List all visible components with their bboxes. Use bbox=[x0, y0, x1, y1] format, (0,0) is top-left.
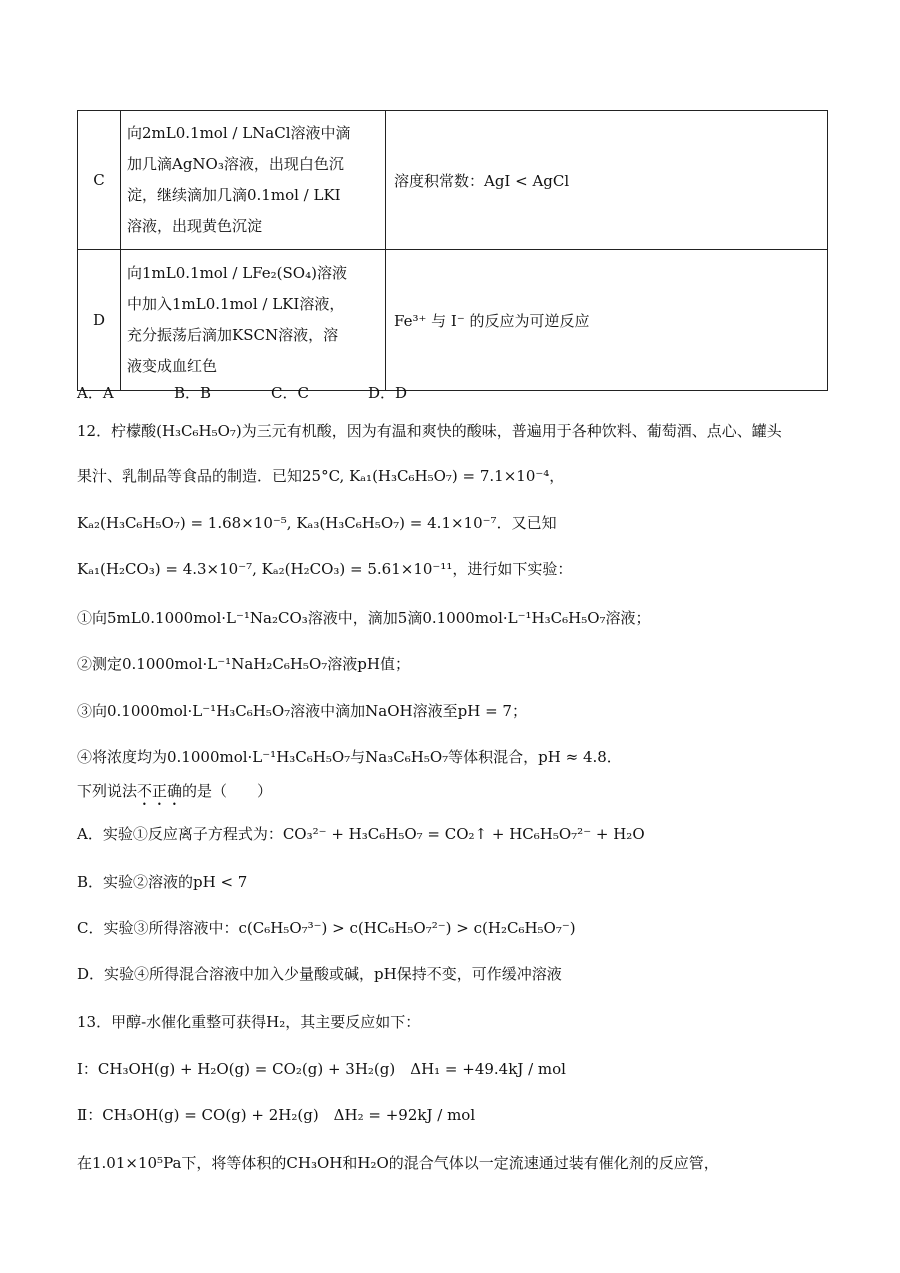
procedure-line: 淀，继续滴加几滴0.1mol / LKI bbox=[127, 186, 341, 204]
q12-experiment-4: ④将浓度均为0.1000mol·L⁻¹H₃C₆H₅O₇与Na₃C₆H₅O₇等体积混合，pH ≈ 4.8． bbox=[77, 748, 622, 766]
option-a[interactable]: A．A bbox=[77, 384, 114, 402]
stem-emphasis: 不正确 bbox=[137, 782, 183, 800]
option-b[interactable]: B．B bbox=[174, 384, 212, 402]
procedure-line: 向1mL0.1mol / LFe₂(SO₄)溶液 bbox=[127, 264, 347, 282]
q13-stem: 13．甲醇-水催化重整可获得H₂，其主要反应如下： bbox=[77, 1013, 421, 1031]
procedure-line: 充分振荡后滴加KSCN溶液，溶 bbox=[127, 326, 339, 344]
q12-stem-line: Kₐ₂(H₃C₆H₅O₇) = 1.68×10⁻⁵, Kₐ₃(H₃C₆H₅O₇) = 4.1×10⁻⁷．又已知 bbox=[77, 514, 557, 532]
table-row bbox=[78, 250, 828, 391]
stem-suffix: 的是（ ） bbox=[182, 782, 273, 800]
row-letter: C bbox=[78, 111, 121, 250]
experiment-table bbox=[77, 110, 828, 391]
q12-experiment-3: ③向0.1000mol·L⁻¹H₃C₆H₅O₇溶液中滴加NaOH溶液至pH = 7； bbox=[77, 702, 527, 720]
conclusion-cell: 溶度积常数：AgI < AgCl bbox=[386, 111, 828, 250]
q11-options bbox=[77, 382, 465, 403]
procedure-line: 向2mL0.1mol / LNaCl溶液中滴 bbox=[127, 124, 351, 142]
procedure-line: 中加入1mL0.1mol / LKI溶液， bbox=[127, 295, 345, 313]
q12-stem-line: Kₐ₁(H₂CO₃) = 4.3×10⁻⁷, Kₐ₂(H₂CO₃) = 5.61×10⁻¹¹，进行如下实验： bbox=[77, 560, 573, 578]
q12-stem-line: 果汁、乳制品等食品的制造．已知25°C, Kₐ₁(H₃C₆H₅O₇) = 7.1×10⁻⁴， bbox=[77, 467, 565, 485]
procedure-line: 液变成血红色 bbox=[127, 357, 218, 375]
conclusion-cell: Fe³⁺ 与 I⁻ 的反应为可逆反应 bbox=[386, 250, 828, 391]
q12-option-d[interactable]: D．实验④所得混合溶液中加入少量酸或碱，pH保持不变，可作缓冲溶液 bbox=[77, 965, 562, 983]
option-c[interactable]: C．C bbox=[271, 384, 309, 402]
procedure-cell bbox=[121, 250, 386, 391]
procedure-line: 溶液，出现黄色沉淀 bbox=[127, 217, 263, 235]
procedure-cell bbox=[121, 111, 386, 250]
stem-prefix: 下列说法 bbox=[77, 782, 138, 800]
q13-reaction-1: Ⅰ：CH₃OH(g) + H₂O(g) = CO₂(g) + 3H₂(g) ΔH₁ = +49.4kJ / mol bbox=[77, 1060, 566, 1078]
q12-option-c[interactable]: C．实验③所得溶液中：c(C₆H₅O₇³⁻) > c(HC₆H₅O₇²⁻) > c(H₂C₆H₅O₇⁻) bbox=[77, 919, 576, 937]
q13-reaction-2: Ⅱ：CH₃OH(g) = CO(g) + 2H₂(g) ΔH₂ = +92kJ / mol bbox=[77, 1106, 476, 1124]
q12-option-a[interactable]: A．实验①反应离子方程式为：CO₃²⁻ + H₃C₆H₅O₇ = CO₂↑ + HC₆H₅O₇²⁻ + H₂O bbox=[77, 825, 645, 843]
row-letter: D bbox=[78, 250, 121, 391]
q13-condition: 在1.01×10⁵Pa下，将等体积的CH₃OH和H₂O的混合气体以一定流速通过装有催化剂的反应管， bbox=[77, 1154, 719, 1172]
q12-experiment-2: ②测定0.1000mol·L⁻¹NaH₂C₆H₅O₇溶液pH值； bbox=[77, 655, 410, 673]
q12-option-b[interactable]: B．实验②溶液的pH < 7 bbox=[77, 873, 248, 891]
procedure-line: 加几滴AgNO₃溶液，出现白色沉 bbox=[127, 155, 344, 173]
q12-question bbox=[77, 780, 272, 809]
q12-experiment-1: ①向5mL0.1000mol·L⁻¹Na₂CO₃溶液中，滴加5滴0.1000mol·L⁻¹H₃C₆H₅O₇溶液； bbox=[77, 609, 651, 627]
table-row bbox=[78, 111, 828, 250]
q12-stem-line: 12．柠檬酸(H₃C₆H₅O₇)为三元有机酸，因为有温和爽快的酸味，普遍用于各种饮料、葡萄酒、点心、罐头 bbox=[77, 422, 782, 440]
option-d[interactable]: D．D bbox=[368, 384, 408, 402]
